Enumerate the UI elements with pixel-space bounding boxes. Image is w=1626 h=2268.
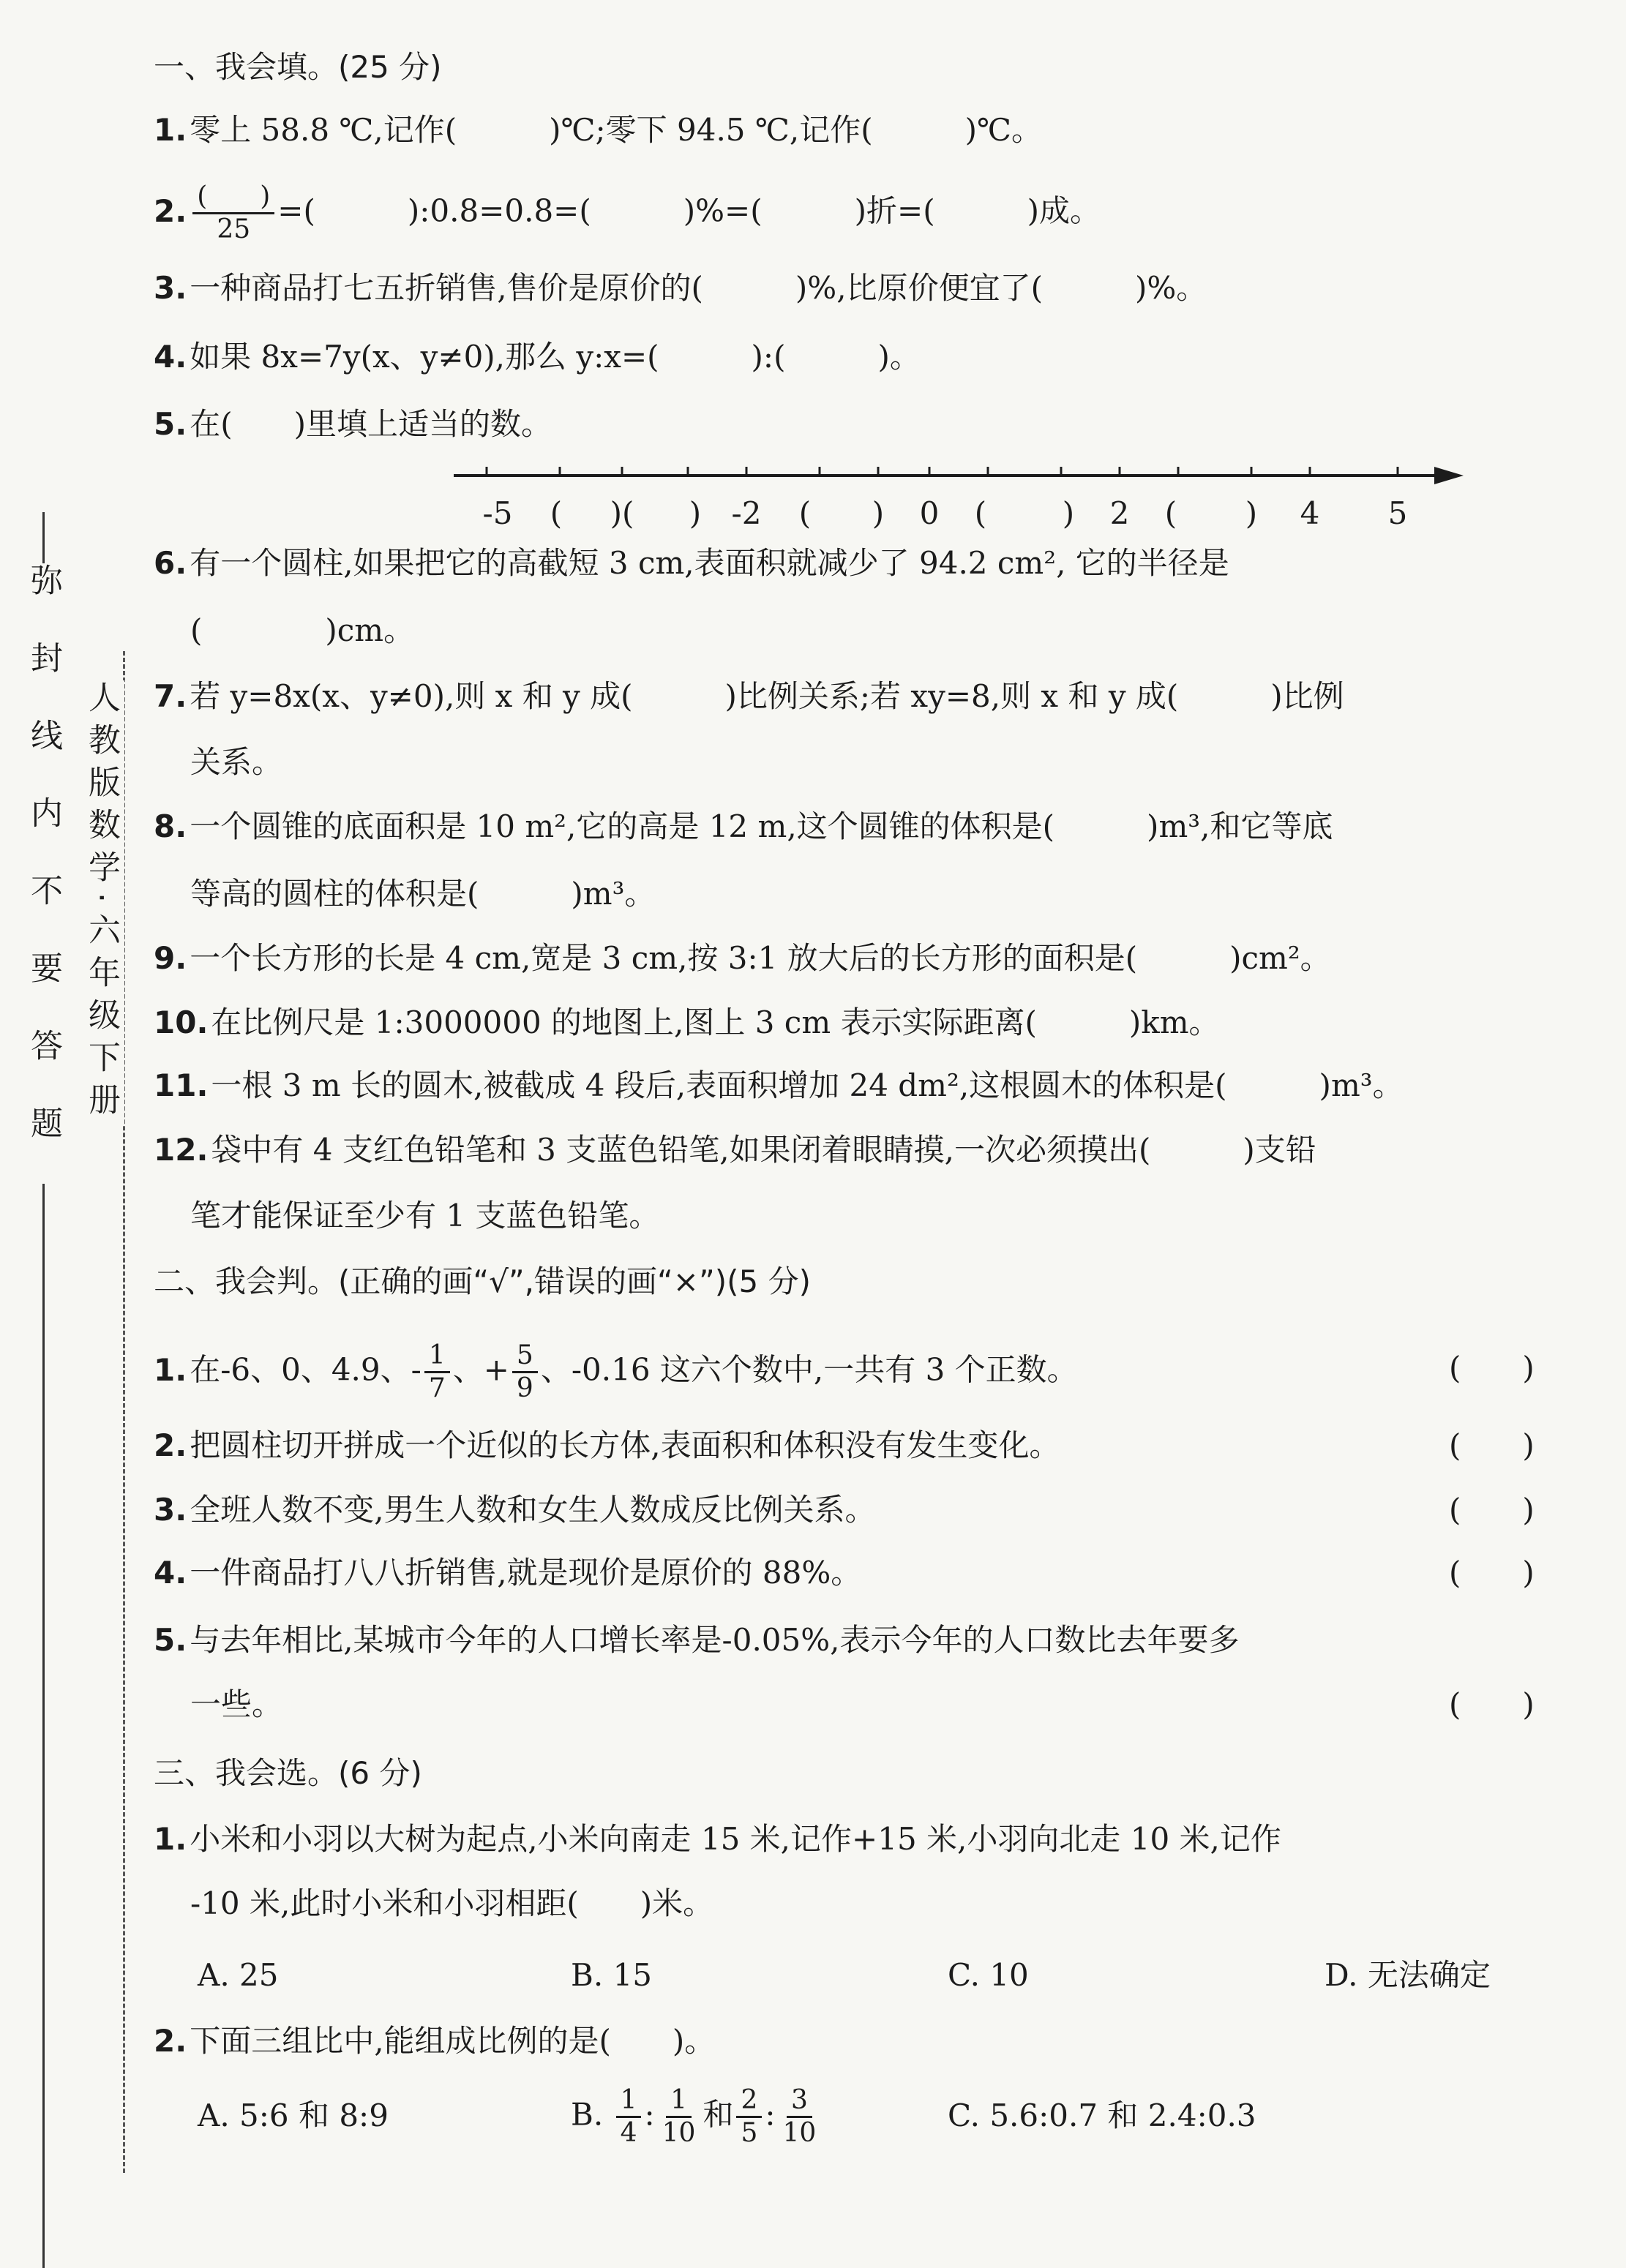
question-1-2: [154, 181, 1101, 245]
exam-content: [154, 0, 1603, 2253]
number-line-label: -5: [482, 495, 513, 531]
seal-notice: 弥封线内不要答题: [25, 563, 62, 1184]
question-2-4: [154, 1551, 861, 1595]
question-number: 6.: [154, 545, 187, 581]
fraction-numerator: 5: [512, 1340, 538, 1373]
fraction: [658, 2085, 700, 2149]
number-line-label: 2: [1109, 495, 1130, 531]
section-title-choose: 三、我会选。(6 分): [154, 1755, 422, 1791]
question-text: 在( )里填上适当的数。: [190, 406, 552, 442]
fraction-denominator: 10: [662, 2118, 696, 2148]
question-1-1: [154, 108, 1042, 152]
option-a[interactable]: A. 25: [198, 1957, 279, 1993]
fraction-numerator: ( ): [192, 181, 274, 214]
question-text: 、-0.16 这六个数中,一共有 3 个正数。: [540, 1351, 1078, 1388]
question-number: 3.: [154, 270, 187, 306]
question-number: 2.: [154, 1427, 187, 1463]
number-line-label: (: [798, 495, 812, 531]
question-number: 11.: [154, 1067, 209, 1103]
answer-blank[interactable]: ( ): [1449, 1350, 1535, 1386]
ratio-colon: :: [644, 2096, 655, 2133]
question-number: 4.: [154, 339, 187, 375]
question-number: 2.: [154, 2023, 187, 2059]
answer-blank[interactable]: ( ): [1449, 1492, 1535, 1528]
fraction: [424, 1340, 450, 1404]
question-text: 、+: [452, 1351, 509, 1388]
question-1-3: [154, 266, 1207, 310]
fraction-numerator: 1: [424, 1340, 450, 1373]
question-text: 与去年相比,某城市今年的人口增长率是-0.05%,表示今年的人口数比去年要多: [190, 1622, 1240, 1658]
question-number: 5.: [154, 406, 187, 442]
question-1-10: [154, 1001, 1220, 1045]
question-3-1: [154, 1817, 1281, 1861]
question-2-2: [154, 1424, 1060, 1468]
fraction-denominator: 7: [428, 1373, 446, 1403]
question-text: 一个圆锥的底面积是 10 m²,它的高是 12 m,这个圆锥的体积是( )m³,和它等底: [190, 808, 1333, 844]
question-number: 1.: [154, 1351, 187, 1388]
question-number: 3.: [154, 1492, 187, 1528]
number-line-label: ): [1245, 495, 1258, 531]
binding-margin: [0, 0, 146, 2253]
option-b[interactable]: B. 15: [571, 1957, 653, 1993]
fraction: [736, 2085, 762, 2149]
number-line-label: 4: [1300, 495, 1320, 531]
option-b[interactable]: [571, 2085, 823, 2149]
question-2-3: [154, 1488, 876, 1532]
question-text: 一种商品打七五折销售,售价是原价的( )%,比原价便宜了( )%。: [190, 270, 1207, 306]
question-text: 如果 8x=7y(x、y≠0),那么 y:x=( ):( )。: [190, 339, 921, 375]
question-1-4: [154, 335, 921, 379]
option-c[interactable]: C. 5.6:0.7 和 2.4:0.3: [948, 2098, 1256, 2133]
question-1-8-continued: 等高的圆柱的体积是( )m³。: [190, 876, 656, 912]
number-line-label: 5: [1387, 495, 1408, 531]
arrow-head-icon: [1434, 467, 1464, 484]
question-1-6-continued: ( )cm。: [190, 612, 415, 648]
fraction-numerator: 3: [787, 2085, 812, 2118]
number-line-label: 0: [919, 495, 940, 531]
question-2-5: [154, 1618, 1240, 1662]
fraction-denominator: 25: [217, 214, 251, 244]
question-number: 7.: [154, 678, 187, 714]
question-number: 8.: [154, 808, 187, 844]
number-line-label: ): [689, 495, 702, 531]
question-2-1: [154, 1340, 1078, 1404]
question-number: 4.: [154, 1555, 187, 1591]
ratio-colon: :: [765, 2096, 776, 2133]
question-number: 2.: [154, 192, 187, 229]
question-1-5: [154, 402, 552, 446]
option-label: B.: [571, 2096, 613, 2133]
question-1-7-continued: 关系。: [190, 744, 283, 780]
fraction-numerator: 1: [666, 2085, 692, 2118]
book-edition: 人教版数学·六年级下册: [80, 680, 124, 1125]
fraction: [779, 2085, 821, 2149]
option-d[interactable]: D. 无法确定: [1325, 1957, 1491, 1993]
question-text: 把圆柱切开拼成一个近似的长方体,表面积和体积没有发生变化。: [190, 1427, 1060, 1463]
question-text: 一件商品打八八折销售,就是现价是原价的 88%。: [190, 1555, 862, 1591]
question-text: 一根 3 m 长的圆木,被截成 4 段后,表面积增加 24 dm²,这根圆木的体积是( )m³。: [211, 1067, 1404, 1103]
question-number: 5.: [154, 1622, 187, 1658]
fraction-denominator: 9: [516, 1373, 533, 1403]
number-line-label: ): [872, 495, 885, 531]
fraction-denominator: 5: [741, 2118, 758, 2148]
question-1-8: [154, 805, 1333, 849]
question-text: 有一个圆柱,如果把它的高截短 3 cm,表面积就减少了 94.2 cm², 它的半径是: [190, 545, 1229, 581]
option-a[interactable]: A. 5:6 和 8:9: [198, 2098, 389, 2133]
question-text: 零上 58.8 ℃,记作( )℃;零下 94.5 ℃,记作( )℃。: [190, 112, 1042, 148]
question-1-12: [154, 1128, 1316, 1172]
question-number: 1.: [154, 112, 187, 148]
question-text: 全班人数不变,男生人数和女生人数成反比例关系。: [190, 1492, 876, 1528]
fraction-denominator: 4: [620, 2118, 637, 2148]
question-number: 1.: [154, 1821, 187, 1857]
question-number: 10.: [154, 1005, 209, 1040]
question-text: 若 y=8x(x、y≠0),则 x 和 y 成( )比例关系;若 xy=8,则 x 和 y 成( )比例: [190, 678, 1344, 714]
question-text: 一个长方形的长是 4 cm,宽是 3 cm,按 3:1 放大后的长方形的面积是( )cm²。: [190, 940, 1331, 976]
question-1-9: [154, 936, 1331, 980]
question-text: 袋中有 4 支红色铅笔和 3 支蓝色铅笔,如果闭着眼睛摸,一次必须摸出( )支铅: [211, 1132, 1316, 1168]
fraction-numerator: 1: [616, 2085, 642, 2118]
number-line-label: -2: [731, 495, 762, 531]
number-line-label: )(: [610, 495, 634, 531]
question-1-7: [154, 675, 1344, 718]
number-line-label: (: [1164, 495, 1177, 531]
question-text: =( ):0.8=0.8=( )%=( )折=( )成。: [277, 192, 1101, 229]
question-3-1-continued: -10 米,此时小米和小羽相距( )米。: [190, 1885, 714, 1921]
fraction: [192, 181, 274, 245]
question-1-6: [154, 541, 1229, 585]
number-line-label: ): [1062, 495, 1075, 531]
question-text: 下面三组比中,能组成比例的是( )。: [190, 2023, 716, 2059]
fraction: [616, 2085, 642, 2149]
question-3-2: [154, 2019, 715, 2063]
question-text: 在比例尺是 1:3000000 的地图上,图上 3 cm 表示实际距离( )km。: [211, 1005, 1220, 1040]
number-line-label: (: [550, 495, 563, 531]
answer-blank[interactable]: ( ): [1449, 1427, 1535, 1463]
answer-blank[interactable]: ( ): [1449, 1555, 1535, 1591]
question-number: 12.: [154, 1132, 209, 1168]
number-line-label: (: [974, 495, 987, 531]
fraction-numerator: 2: [736, 2085, 762, 2118]
answer-blank[interactable]: ( ): [1449, 1686, 1535, 1722]
question-text: 小米和小羽以大树为起点,小米向南走 15 米,记作+15 米,小羽向北走 10 米,记作: [190, 1821, 1281, 1857]
number-line: [454, 459, 1478, 540]
fraction-denominator: 10: [782, 2118, 817, 2148]
question-2-5-continued: 一些。: [190, 1686, 283, 1722]
question-1-12-continued: 笔才能保证至少有 1 支蓝色铅笔。: [190, 1198, 660, 1233]
section-title-fill: 一、我会填。(25 分): [154, 49, 442, 85]
section-title-judge: 二、我会判。(正确的画“√”,错误的画“×”)(5 分): [154, 1263, 811, 1299]
fraction: [512, 1340, 538, 1404]
question-1-11: [154, 1064, 1404, 1108]
option-c[interactable]: C. 10: [948, 1957, 1029, 1993]
conjunction: 和: [703, 2096, 734, 2133]
question-text: 在-6、0、4.9、-: [190, 1351, 422, 1388]
question-number: 9.: [154, 940, 187, 976]
